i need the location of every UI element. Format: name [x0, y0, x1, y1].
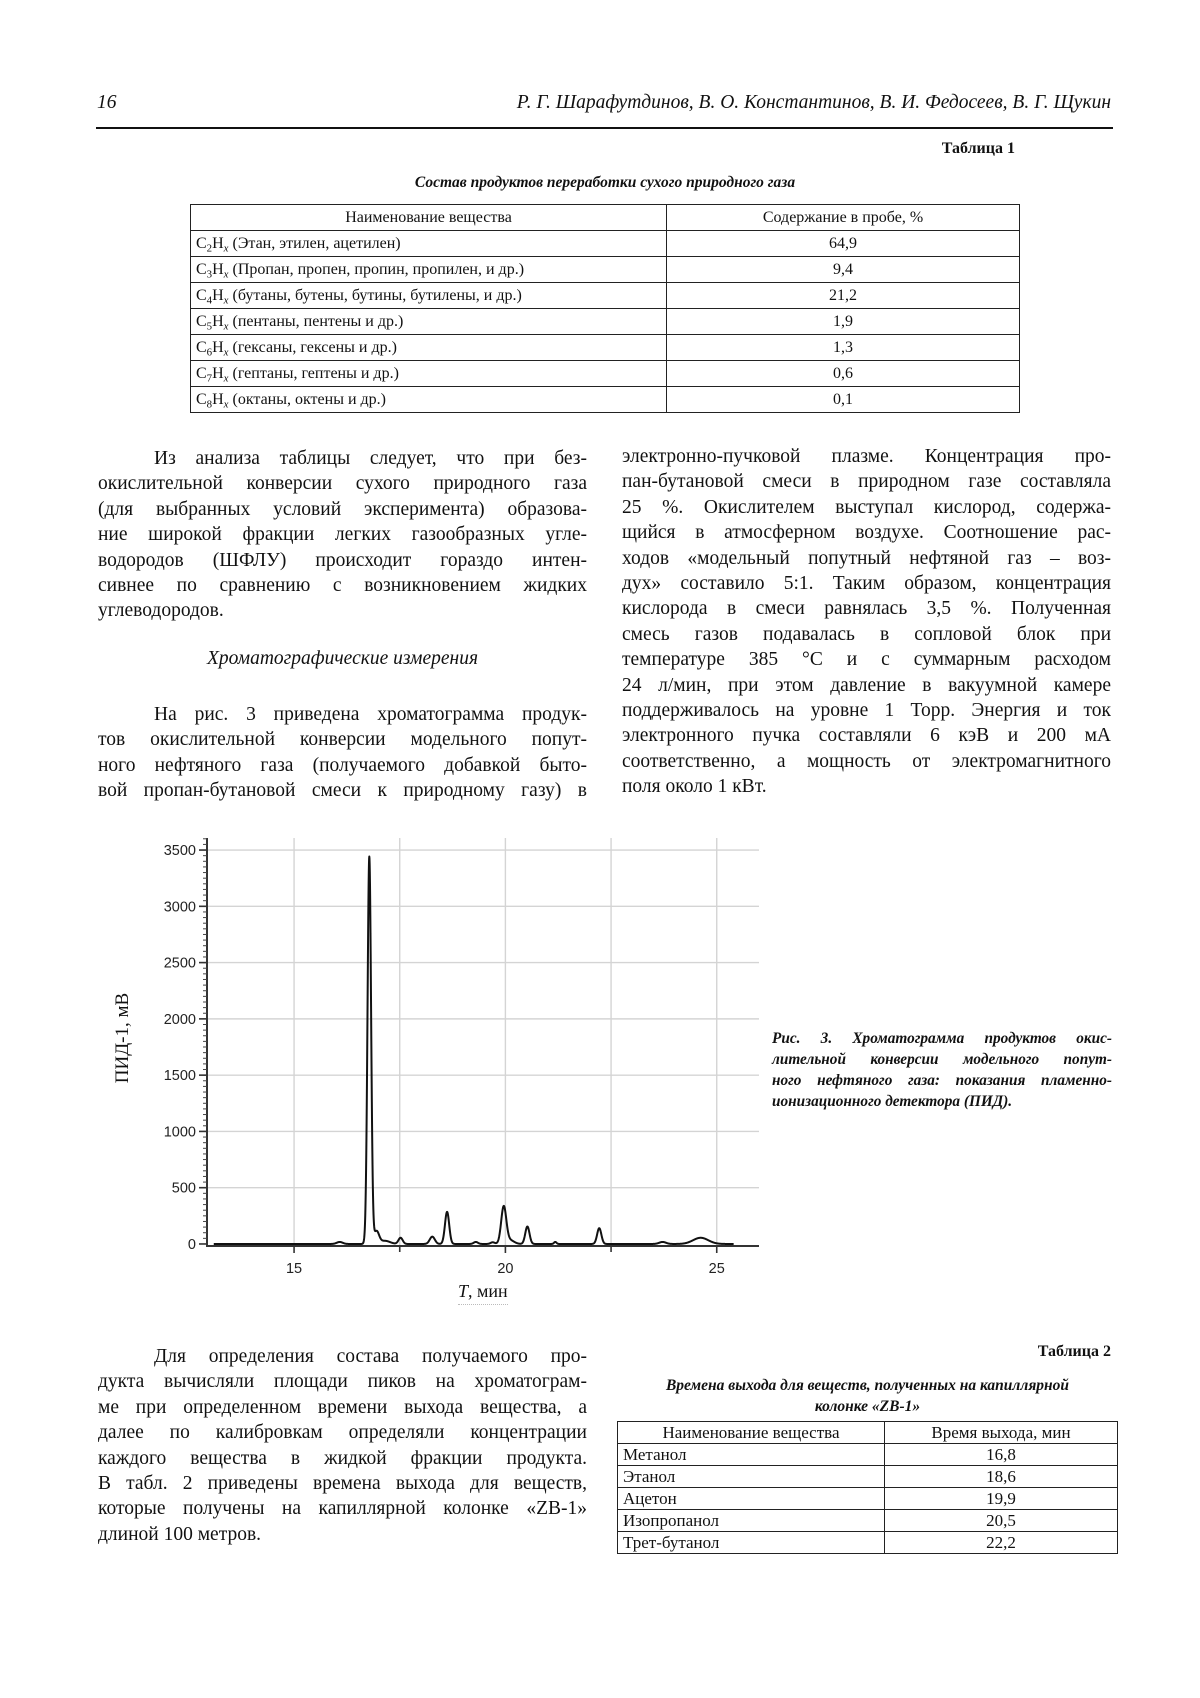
retention-time: 18,6	[885, 1466, 1118, 1488]
substance-name: Ацетон	[618, 1488, 885, 1510]
formula	[196, 391, 229, 408]
formula-x: x	[223, 267, 229, 280]
paragraph	[622, 444, 1111, 799]
formula-n: 4	[206, 293, 213, 306]
table-row	[191, 231, 1020, 257]
substance-cell	[191, 361, 667, 387]
formula-h: H	[212, 338, 224, 356]
column-header: Наименование вещества	[618, 1422, 885, 1444]
x-tick-label: 20	[497, 1261, 514, 1277]
substance-description: (бутаны, бутены, бутины, бутилены, и др.)	[228, 286, 522, 304]
table-row	[191, 361, 1020, 387]
text-line: ходов «модельный попутный нефтяной газ – воз-	[622, 547, 1111, 569]
text-line: водородов (ШФЛУ) происходит гораздо интен-	[98, 549, 587, 571]
y-tick-label: 2000	[163, 1011, 196, 1028]
chromatogram-chart	[100, 820, 780, 1320]
text-line: Рис. 3. Хроматограмма продуктов окис-	[772, 1030, 1112, 1047]
y-axis-label-text: ПИД-1, мВ	[112, 992, 133, 1084]
x-axis-label	[458, 1281, 508, 1305]
formula-h: H	[212, 390, 224, 408]
x-tick-label: 15	[285, 1261, 303, 1277]
formula	[196, 287, 229, 304]
running-header-authors: Р. Г. Шарафутдинов, В. О. Константинов, В. И. Федосеев, В. Г. Щукин	[516, 92, 1111, 113]
chromatogram-trace	[214, 857, 734, 1244]
text-line: кислорода в смеси равнялась 3,5 %. Полученная	[622, 598, 1111, 620]
substance-name: Изопропанол	[618, 1510, 885, 1532]
x-axis-symbol: T	[458, 1281, 469, 1301]
table2-body	[618, 1444, 1118, 1554]
formula	[196, 339, 229, 356]
text-line: ного нефтяного газа: показания пламенно-	[772, 1072, 1112, 1089]
text-line: 24 л/мин, при этом давление в вакуумной камере	[622, 674, 1111, 696]
content-value: 9,4	[667, 257, 1020, 283]
formula-c: C	[196, 234, 207, 252]
formula-x: x	[223, 397, 229, 410]
y-tick-label: 3000	[163, 899, 196, 916]
table-row	[618, 1488, 1118, 1510]
formula-n: 3	[206, 267, 213, 280]
paragraph	[98, 1344, 587, 1547]
text-line: вой пропан-бутановой смеси к природному газу) в	[98, 780, 587, 802]
substance-name: Этанол	[618, 1466, 885, 1488]
y-tick-label: 1000	[163, 1124, 196, 1141]
substance-cell	[191, 387, 667, 413]
text-line: пан-бутановой смеси в природном газе составляла	[622, 471, 1111, 493]
text-line: окислительной конверсии сухого природного газа	[98, 473, 587, 495]
text-line: поля около 1 кВт.	[622, 776, 767, 798]
substance-cell	[191, 257, 667, 283]
substance-description: (гептаны, гептены и др.)	[228, 364, 399, 382]
formula-h: H	[212, 234, 224, 252]
header-rule	[96, 127, 1113, 129]
content-value: 0,1	[667, 387, 1020, 413]
text-line: ние широкой фракции легких газообразных угле-	[98, 524, 587, 546]
text-line: дух» составило 5:1. Таким образом, концентрация	[622, 572, 1111, 594]
formula-c: C	[196, 260, 207, 278]
x-axis-unit: , мин	[468, 1281, 508, 1301]
table2-title-line: колонке «ZB-1»	[814, 1398, 921, 1415]
formula-h: H	[212, 286, 224, 304]
formula-c: C	[196, 390, 207, 408]
formula-c: C	[196, 364, 207, 382]
formula-h: H	[212, 312, 224, 330]
page-number: 16	[97, 92, 117, 113]
substance-cell	[191, 231, 667, 257]
text-line: ме при определенном времени выхода вещества, а	[98, 1396, 587, 1418]
retention-time: 16,8	[885, 1444, 1118, 1466]
substance-cell	[191, 283, 667, 309]
substance-description: (пентаны, пентены и др.)	[228, 312, 404, 330]
formula-n: 6	[206, 345, 213, 358]
substance-description: (гексаны, гексены и др.)	[228, 338, 397, 356]
text-line: (для выбранных условий эксперимента) образова-	[98, 498, 587, 520]
column-header: Наименование вещества	[191, 205, 667, 231]
formula-h: H	[212, 260, 224, 278]
table-row	[191, 387, 1020, 413]
formula-n: 2	[206, 241, 213, 254]
y-tick-label: 0	[187, 1236, 196, 1253]
paragraph	[98, 702, 587, 804]
formula-c: C	[196, 338, 207, 356]
text-line: В табл. 2 приведены времена выхода для веществ,	[98, 1472, 587, 1494]
text-line: тов окислительной конверсии модельного попут-	[98, 729, 587, 751]
y-tick-label: 2500	[163, 955, 196, 972]
text-line: поддерживалось на уровне 1 Торр. Энергия и ток	[622, 699, 1111, 721]
y-tick-label: 500	[171, 1180, 196, 1197]
table-row	[191, 335, 1020, 361]
table2	[617, 1421, 1118, 1554]
table1-title: Состав продуктов переработки сухого природного газа	[414, 174, 796, 191]
text-line: щийся в атмосферном воздухе. Соотношение рас-	[622, 522, 1111, 544]
substance-name: Трет-бутанол	[618, 1532, 885, 1554]
text-line: длиной 100 метров.	[98, 1523, 262, 1545]
table-row	[618, 1444, 1118, 1466]
table-row	[191, 309, 1020, 335]
formula-n: 8	[206, 397, 213, 410]
table2-label: Таблица 2	[1037, 1343, 1111, 1360]
formula-n: 7	[206, 371, 213, 384]
text-line: Для определения состава получаемого про-	[154, 1346, 587, 1367]
table2-title	[610, 1375, 1125, 1417]
text-line: углеводородов.	[98, 600, 224, 622]
table-row	[618, 1466, 1118, 1488]
x-tick-label: 25	[708, 1261, 725, 1277]
column-header: Время выхода, мин	[885, 1422, 1118, 1444]
table-row	[191, 257, 1020, 283]
section-subheading: Хроматографические измерения	[206, 648, 479, 669]
substance-cell	[191, 309, 667, 335]
text-line: которые получены на капиллярной колонке «ZB-1»	[98, 1498, 587, 1520]
text-line: каждого вещества в жидкой фракции продукта.	[98, 1447, 587, 1469]
content-value: 1,3	[667, 335, 1020, 361]
content-value: 1,9	[667, 309, 1020, 335]
table-header-row	[191, 205, 1020, 231]
formula-n: 5	[206, 319, 213, 332]
substance-name: Метанол	[618, 1444, 885, 1466]
retention-time: 20,5	[885, 1510, 1118, 1532]
text-line: смесь газов подавалась в сопловой блок при	[622, 623, 1111, 645]
substance-description: (Пропан, пропен, пропин, пропилен, и др.)	[228, 260, 525, 278]
table2-title-line: Времена выхода для веществ, полученных на капиллярной	[665, 1377, 1070, 1394]
retention-time: 22,2	[885, 1532, 1118, 1554]
formula	[196, 261, 229, 278]
text-line: 25 %. Окислителем выступал кислород, содержа-	[622, 496, 1111, 518]
formula	[196, 235, 229, 252]
table-header-row	[618, 1422, 1118, 1444]
text-line: соответственно, а мощность от электромагнитного	[622, 750, 1111, 772]
substance-description: (Этан, этилен, ацетилен)	[228, 234, 401, 252]
formula-x: x	[223, 345, 229, 358]
text-line: электронно-пучковой плазме. Концентрация про-	[622, 446, 1111, 467]
table-row	[618, 1532, 1118, 1554]
text-line: дукта вычисляли площади пиков на хроматограм-	[98, 1371, 587, 1393]
text-line: ного нефтяного газа (получаемого добавкой быто-	[98, 754, 587, 776]
chart-plot	[100, 820, 780, 1320]
y-tick-label: 3500	[163, 843, 196, 860]
table1	[190, 204, 1020, 413]
text-line: Из анализа таблицы следует, что при без-	[154, 448, 587, 469]
table-row	[191, 283, 1020, 309]
formula-h: H	[212, 364, 224, 382]
y-tick-label: 1500	[163, 1068, 196, 1085]
table-row	[618, 1510, 1118, 1532]
formula	[196, 313, 229, 330]
paragraph	[98, 446, 587, 624]
text-line: На рис. 3 приведена хроматограмма продук-	[154, 704, 587, 725]
text-line: сивнее по сравнению с возникновением жидких	[98, 574, 587, 596]
column-header: Содержание в пробе, %	[667, 205, 1020, 231]
figure-caption	[772, 1028, 1112, 1112]
content-value: 64,9	[667, 231, 1020, 257]
table1-body	[191, 231, 1020, 413]
substance-description: (октаны, октены и др.)	[228, 390, 386, 408]
formula-c: C	[196, 312, 207, 330]
content-value: 21,2	[667, 283, 1020, 309]
formula	[196, 365, 229, 382]
formula-c: C	[196, 286, 207, 304]
text-line: ионизационного детектора (ПИД).	[772, 1093, 1013, 1110]
formula-x: x	[223, 371, 229, 384]
text-line: электронного пучка составляли 6 кэВ и 200 мА	[622, 725, 1111, 747]
retention-time: 19,9	[885, 1488, 1118, 1510]
substance-cell	[191, 335, 667, 361]
content-value: 0,6	[667, 361, 1020, 387]
formula-x: x	[223, 319, 229, 332]
text-line: лительной конверсии модельного попут-	[772, 1051, 1112, 1068]
formula-x: x	[223, 241, 229, 254]
table1-label: Таблица 1	[941, 140, 1015, 157]
formula-x: x	[223, 293, 229, 306]
text-line: далее по калибровкам определяли концентрации	[98, 1422, 587, 1444]
text-line: температуре 385 °С и с суммарным расходом	[622, 649, 1111, 671]
